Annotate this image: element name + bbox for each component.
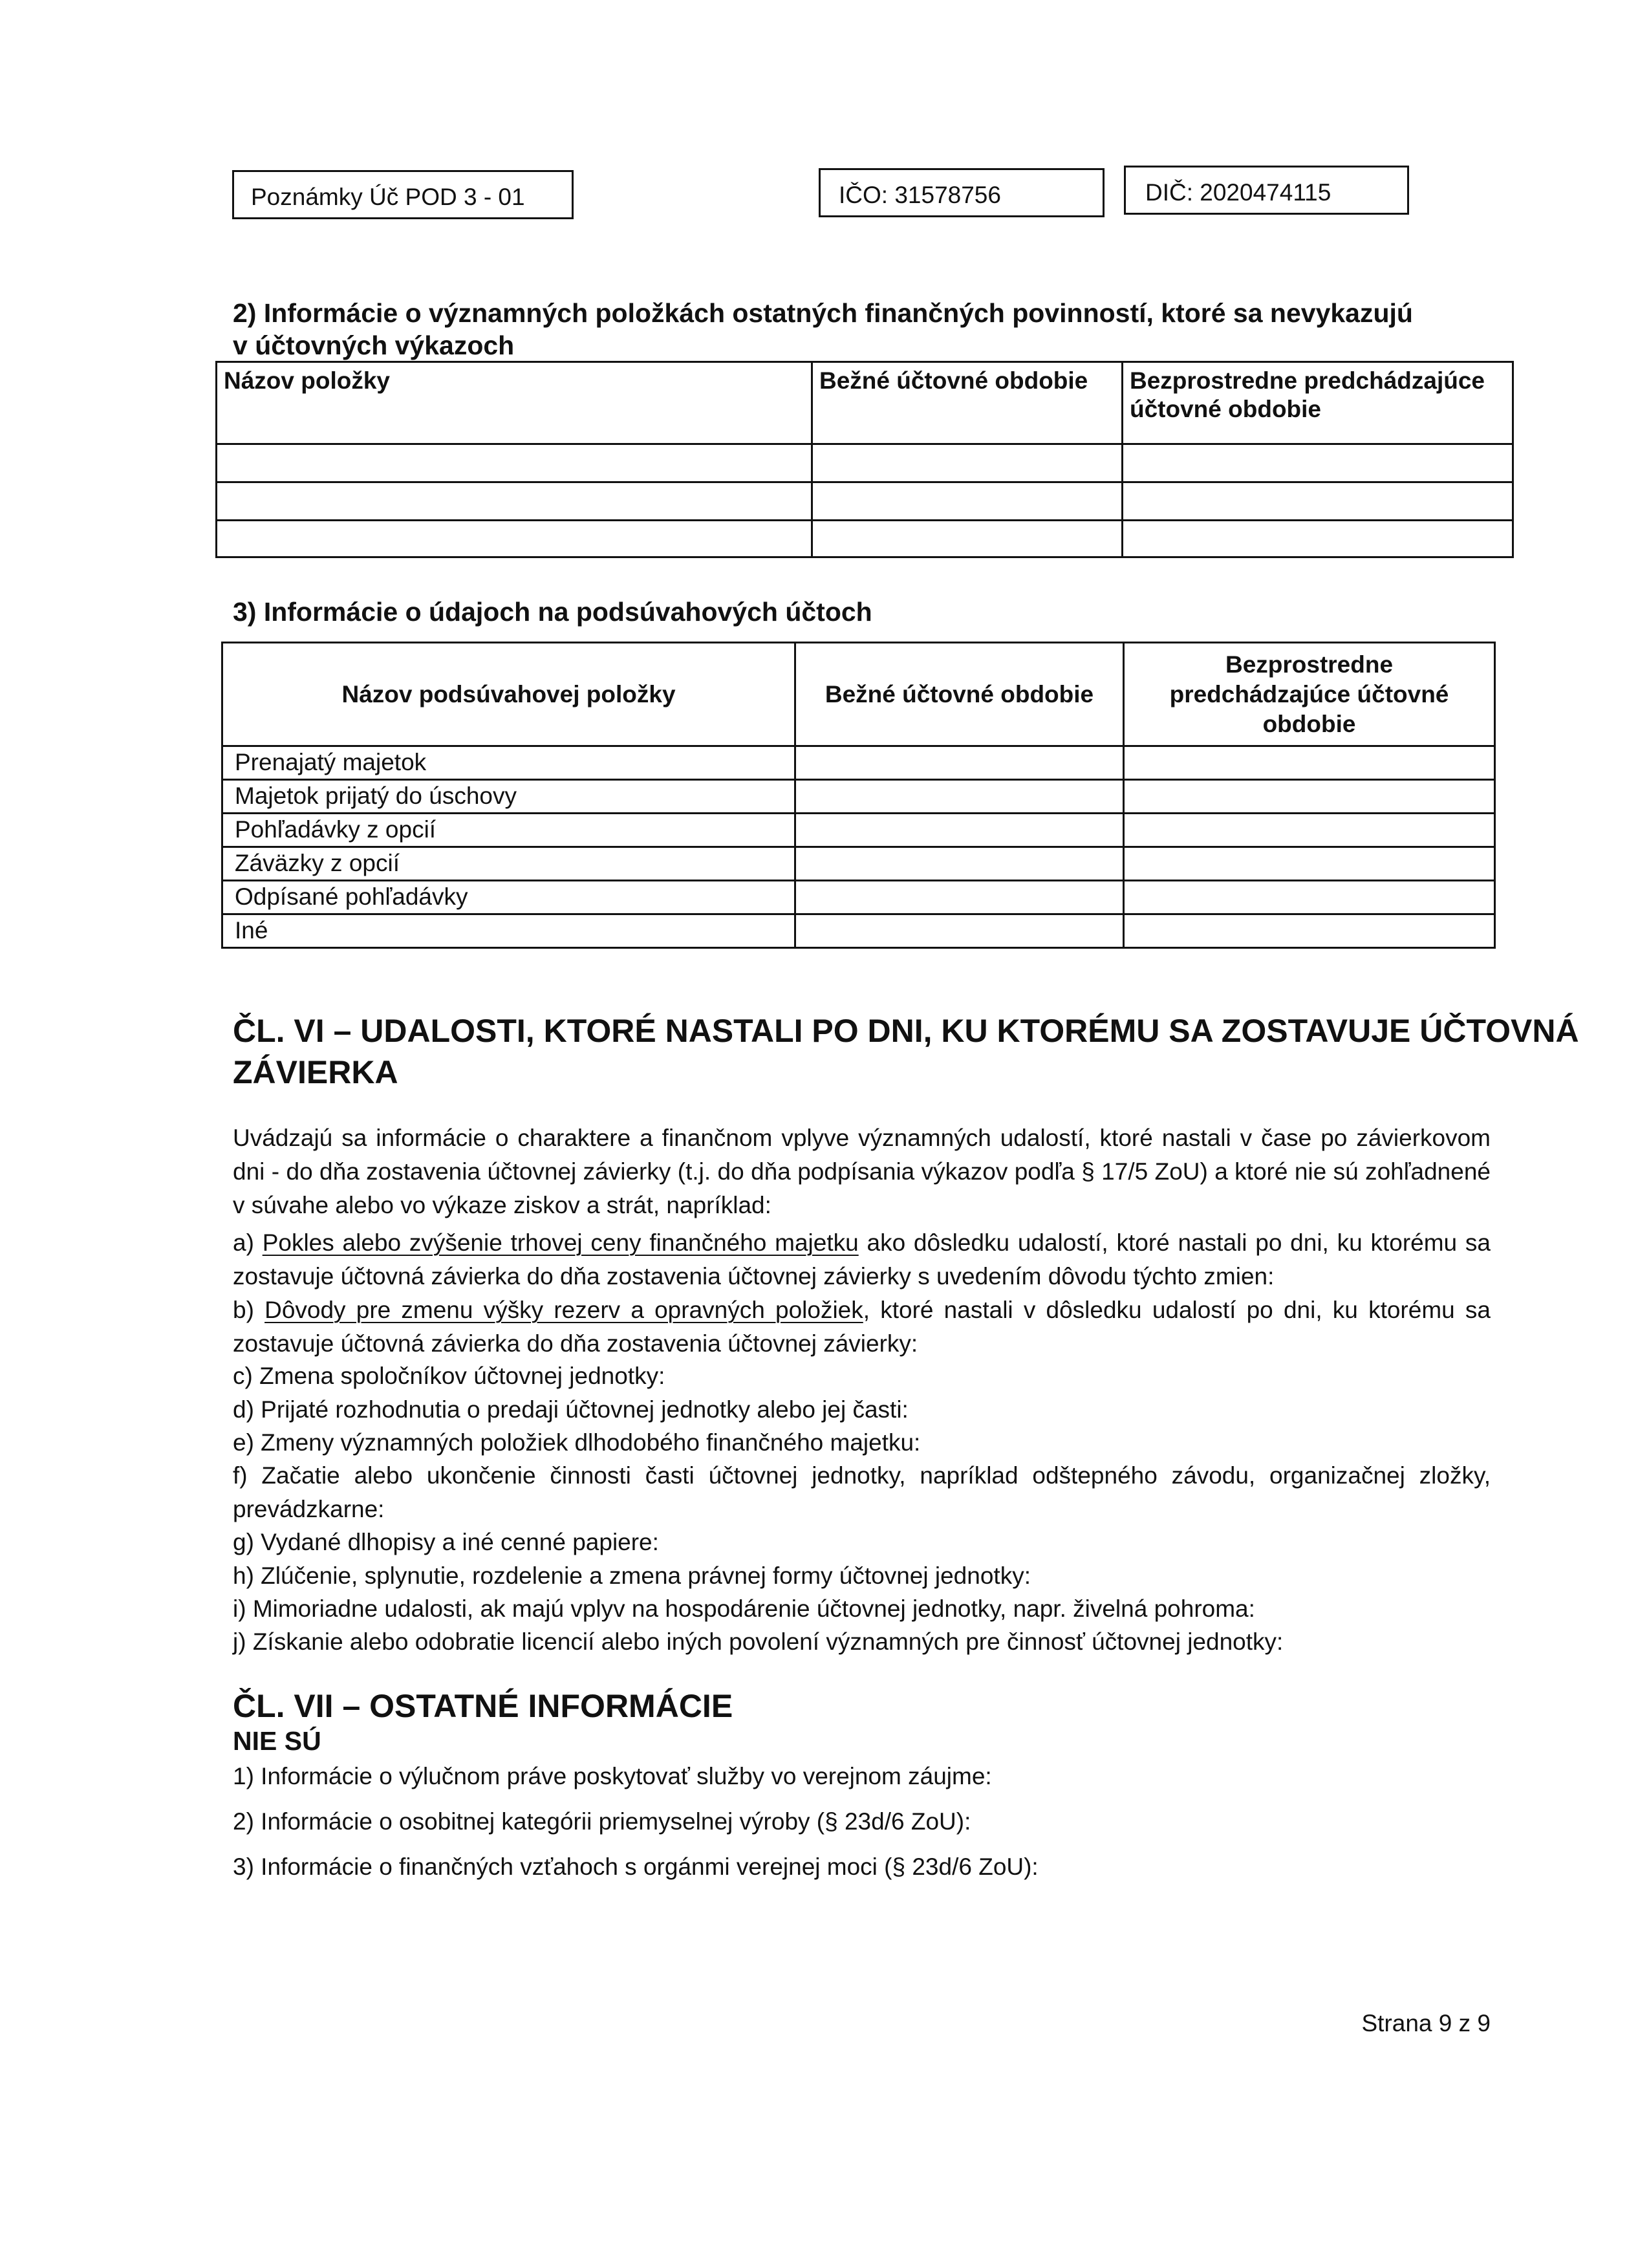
col-item-name: Názov položky xyxy=(217,362,812,444)
chapter6-item-c: c) Zmena spoločníkov účtovnej jednotky: xyxy=(233,1363,665,1389)
table-row xyxy=(222,814,1495,847)
chapter7-item-1: 1) Informácie o výlučnom práve poskytovať služby vo verejnom záujme: xyxy=(233,1763,992,1789)
item-a-underlined: Pokles alebo zvýšenie trhovej ceny finančného majetku xyxy=(262,1229,859,1256)
chapter6-item-j: j) Získanie alebo odobratie licencií alebo iných povolení významných pre činnosť účtovnej jednotky: xyxy=(233,1628,1284,1655)
dic-box xyxy=(1124,166,1409,215)
chapter6-item-b: b) Dôvody pre zmenu výšky rezerv a opravných položiek, ktoré nastali v dôsledku udalostí po dni, ku ktorému sa zostavuje účtovná závierka do dňa zostavenia účtovnej závierky: xyxy=(233,1297,1491,1357)
chapter6-item-d: d) Prijaté rozhodnutia o predaji účtovnej jednotky alebo jej časti: xyxy=(233,1396,909,1423)
dic-label: DIČ: 2020474115 xyxy=(1145,179,1331,206)
chapter7-item-3: 3) Informácie o finančných vzťahoch s orgánmi verejnej moci (§ 23d/6 ZoU): xyxy=(233,1853,1039,1880)
row-label: Prenajatý majetok xyxy=(222,746,795,780)
row-label: Záväzky z opcií xyxy=(222,847,795,881)
table-row xyxy=(217,482,1513,521)
ico-label: IČO: 31578756 xyxy=(839,182,1001,208)
chapter6-heading-line1: ČL. VI – UDALOSTI, KTORÉ NASTALI PO DNI, KU KTORÉMU SA ZOSTAVUJE ÚČTOVNÁ xyxy=(233,1013,1579,1049)
table-row xyxy=(222,881,1495,914)
col-previous-period: Bezprostredne predchádzajúce účtovné obdobie xyxy=(1123,362,1513,444)
section3-heading: 3) Informácie o údajoch na podsúvahových účtoch xyxy=(233,597,872,627)
chapter6-item-a: a) Pokles alebo zvýšenie trhovej ceny finančného majetku ako dôsledku udalostí, ktoré nastali po dni, ku ktorému sa zostavuje účtovná závierka do dňa zostavenia účtovnej závierky s uvedením dôvodu týchto zmien: xyxy=(233,1229,1491,1290)
chapter6-item-i: i) Mimoriadne udalosti, ak majú vplyv na hospodárenie účtovnej jednotky, napr. živelná pohroma: xyxy=(233,1595,1255,1622)
table-row xyxy=(222,780,1495,814)
table-row xyxy=(222,746,1495,780)
row-label: Pohľadávky z opcií xyxy=(222,814,795,847)
other-liabilities-table xyxy=(215,361,1514,558)
chapter6-item-g: g) Vydané dlhopisy a iné cenné papiere: xyxy=(233,1529,659,1555)
chapter7-heading: ČL. VII – OSTATNÉ INFORMÁCIE xyxy=(233,1688,733,1724)
table-header-row xyxy=(217,362,1513,444)
page-number: Strana 9 z 9 xyxy=(1361,2010,1491,2036)
ico-box xyxy=(819,168,1105,217)
col-previous-period: Bezprostredne predchádzajúce účtovné obdobie xyxy=(1124,643,1495,746)
chapter7-subheading: NIE SÚ xyxy=(233,1726,321,1756)
table-row xyxy=(222,847,1495,881)
table-row xyxy=(217,444,1513,482)
off-balance-table xyxy=(221,642,1496,949)
chapter6-item-h: h) Zlúčenie, splynutie, rozdelenie a zmena právnej formy účtovnej jednotky: xyxy=(233,1562,1031,1589)
document-code-label: Poznámky Úč POD 3 - 01 xyxy=(251,184,525,210)
chapter6-intro: Uvádzajú sa informácie o charaktere a finančnom vplyve významných udalostí, ktoré nastali v čase po závierkovom dni - do dňa zostavenia účtovnej závierky (t.j. do dňa podpísania výkazov podľa § 17/5 ZoU) a ktoré nie sú zohľadnené v súvahe alebo vo výkaze ziskov a strát, napríklad: xyxy=(233,1125,1491,1218)
table-header-row xyxy=(222,643,1495,746)
chapter6-item-e: e) Zmeny významných položiek dlhodobého finančného majetku: xyxy=(233,1429,921,1456)
row-label: Majetok prijatý do úschovy xyxy=(222,780,795,814)
col-current-period: Bežné účtovné obdobie xyxy=(812,362,1123,444)
document-code-box xyxy=(232,170,574,219)
chapter6-item-f: f) Začatie alebo ukončenie činnosti časti účtovnej jednotky, napríklad odštepného závodu, organizačnej zložky, prevádzkarne: xyxy=(233,1462,1491,1522)
chapter6-heading-line2: ZÁVIERKA xyxy=(233,1054,398,1090)
section2-heading-line1: 2) Informácie o významných položkách ostatných finančných povinností, ktoré sa nevykazujú xyxy=(233,298,1413,328)
item-b-underlined: Dôvody pre zmenu výšky rezerv a opravných položiek xyxy=(264,1297,863,1323)
table-row xyxy=(217,521,1513,557)
table-row xyxy=(222,914,1495,948)
section2-heading-line2: v účtovných výkazoch xyxy=(233,330,515,360)
col-off-balance-item: Názov podsúvahovej položky xyxy=(222,643,795,746)
chapter7-item-2: 2) Informácie o osobitnej kategórii priemyselnej výroby (§ 23d/6 ZoU): xyxy=(233,1808,971,1835)
row-label: Iné xyxy=(222,914,795,948)
row-label: Odpísané pohľadávky xyxy=(222,881,795,914)
col-current-period: Bežné účtovné obdobie xyxy=(795,643,1124,746)
